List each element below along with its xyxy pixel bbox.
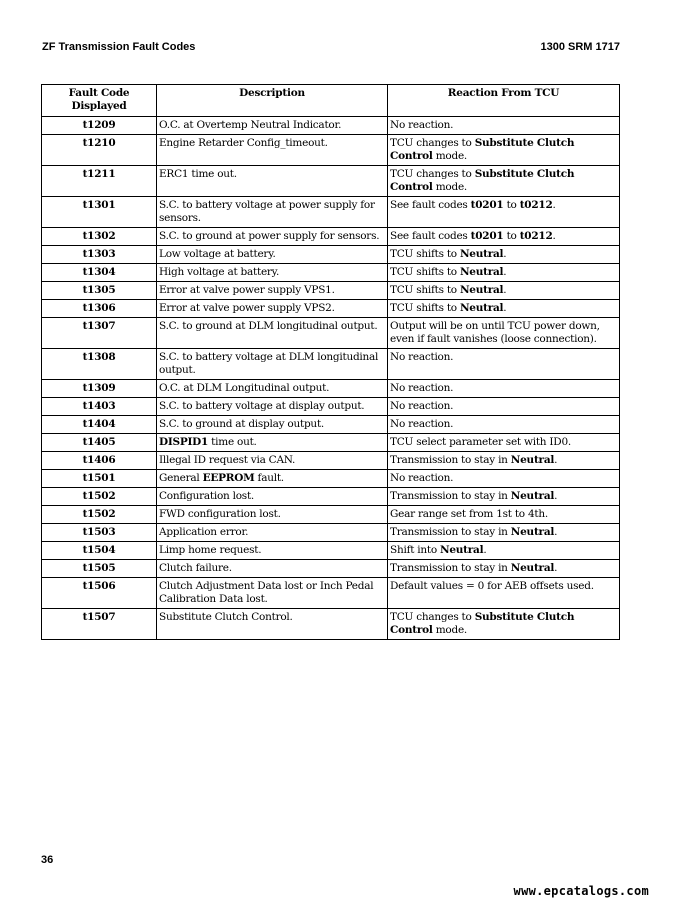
description-text: Error at valve power supply VPS2. — [159, 302, 335, 314]
description-text: DISPID1 — [159, 436, 209, 448]
fault-code-cell: t1307 — [42, 318, 157, 349]
fault-code-cell: t1503 — [42, 524, 157, 542]
reaction-cell — [388, 197, 620, 228]
description-text: Limp home request. — [159, 544, 262, 556]
table-row — [42, 228, 620, 246]
table-row — [42, 452, 620, 470]
reaction-text: TCU shifts to — [390, 302, 460, 314]
reaction-text: . — [503, 266, 507, 278]
reaction-text: . — [554, 562, 558, 574]
reaction-cell — [388, 470, 620, 488]
description-cell — [157, 609, 388, 640]
table-row — [42, 166, 620, 197]
description-text: Engine Retarder Config_timeout. — [159, 137, 328, 149]
reaction-text: Neutral — [459, 284, 504, 296]
reaction-text: . — [554, 490, 558, 502]
reaction-text: TCU shifts to — [390, 248, 460, 260]
table-row — [42, 398, 620, 416]
fault-code-cell: t1406 — [42, 452, 157, 470]
reaction-text: Neutral — [459, 302, 504, 314]
table-row — [42, 349, 620, 380]
description-text: ERC1 time out. — [159, 168, 237, 180]
reaction-text: . — [503, 248, 507, 260]
table-row — [42, 135, 620, 166]
reaction-text: mode. — [432, 624, 468, 636]
reaction-cell — [388, 318, 620, 349]
reaction-text: Gear range set from 1st to 4th. — [390, 508, 548, 520]
fault-code-cell: t1309 — [42, 380, 157, 398]
description-cell — [157, 166, 388, 197]
fault-code-cell: t1507 — [42, 609, 157, 640]
header-fault-code: Fault Code Displayed — [42, 85, 157, 117]
table-row — [42, 246, 620, 264]
reaction-text: Neutral — [440, 544, 484, 556]
description-text: Low voltage at battery. — [159, 248, 276, 260]
table-row — [42, 470, 620, 488]
description-cell — [157, 470, 388, 488]
fault-code-cell: t1305 — [42, 282, 157, 300]
reaction-text: Substitute Clutch Control — [390, 137, 575, 162]
reaction-text: Transmission to stay in — [390, 454, 511, 466]
reaction-text: mode. — [432, 181, 468, 193]
reaction-text: Substitute Clutch Control — [390, 168, 575, 193]
description-text: Illegal ID request via CAN. — [159, 454, 296, 466]
description-text: Clutch Adjustment Data lost or Inch Pedal Calibration Data lost. — [159, 580, 374, 605]
description-text: S.C. to ground at display output. — [159, 418, 325, 430]
reaction-text: t0201 — [470, 199, 504, 211]
reaction-cell — [388, 264, 620, 282]
table-row — [42, 542, 620, 560]
reaction-text: . — [503, 284, 507, 296]
reaction-text: . — [483, 544, 487, 556]
reaction-cell — [388, 246, 620, 264]
reaction-cell — [388, 166, 620, 197]
description-cell — [157, 117, 388, 135]
reaction-text: . — [554, 454, 558, 466]
table-row — [42, 282, 620, 300]
reaction-text: Neutral — [510, 490, 555, 502]
reaction-text: No reaction. — [390, 382, 454, 394]
fault-code-cell: t1504 — [42, 542, 157, 560]
reaction-text: Transmission to stay in — [390, 490, 511, 502]
reaction-cell — [388, 488, 620, 506]
reaction-cell — [388, 506, 620, 524]
fault-code-cell: t1506 — [42, 578, 157, 609]
description-text: O.C. at DLM Longitudinal output. — [159, 382, 330, 394]
description-text: Configuration lost. — [159, 490, 254, 502]
description-cell — [157, 380, 388, 398]
description-cell — [157, 452, 388, 470]
table-row — [42, 524, 620, 542]
reaction-text: No reaction. — [390, 351, 454, 363]
description-cell — [157, 488, 388, 506]
description-cell — [157, 135, 388, 166]
reaction-cell — [388, 452, 620, 470]
reaction-text: . — [552, 230, 556, 242]
reaction-text: TCU changes to — [390, 137, 475, 149]
reaction-text: t0201 — [470, 230, 504, 242]
reaction-text: t0212 — [519, 199, 553, 211]
reaction-cell — [388, 434, 620, 452]
table-row — [42, 578, 620, 609]
description-text: Application error. — [159, 526, 249, 538]
table-row — [42, 197, 620, 228]
reaction-text: TCU changes to — [390, 611, 475, 623]
description-text: S.C. to ground at DLM longitudinal output. — [159, 320, 378, 332]
fault-code-cell: t1502 — [42, 506, 157, 524]
table-row — [42, 380, 620, 398]
reaction-text: Neutral — [510, 526, 555, 538]
table-header-row — [42, 85, 620, 117]
description-text: time out. — [208, 436, 257, 448]
description-cell — [157, 197, 388, 228]
reaction-text: No reaction. — [390, 418, 454, 430]
reaction-cell — [388, 398, 620, 416]
description-cell — [157, 349, 388, 380]
reaction-text: Neutral — [510, 562, 555, 574]
description-cell — [157, 578, 388, 609]
fault-code-cell: t1304 — [42, 264, 157, 282]
fault-code-cell: t1211 — [42, 166, 157, 197]
reaction-text: to — [503, 199, 520, 211]
reaction-text: . — [503, 302, 507, 314]
document-number: 1300 SRM 1717 — [540, 41, 620, 53]
description-cell — [157, 228, 388, 246]
reaction-text: TCU shifts to — [390, 284, 460, 296]
description-cell — [157, 264, 388, 282]
reaction-cell — [388, 560, 620, 578]
reaction-text: Neutral — [510, 454, 555, 466]
reaction-text: Substitute Clutch Control — [390, 611, 575, 636]
watermark: www.epcatalogs.com — [513, 884, 649, 898]
description-text: Error at valve power supply VPS1. — [159, 284, 335, 296]
table-row — [42, 560, 620, 578]
description-text: S.C. to battery voltage at DLM longitudinal output. — [159, 351, 379, 376]
description-text: S.C. to ground at power supply for sensors. — [159, 230, 380, 242]
description-text: S.C. to battery voltage at power supply for sensors. — [159, 199, 375, 224]
table-row — [42, 434, 620, 452]
reaction-cell — [388, 609, 620, 640]
fault-code-cell: t1306 — [42, 300, 157, 318]
description-cell — [157, 560, 388, 578]
reaction-text: No reaction. — [390, 472, 454, 484]
description-cell — [157, 542, 388, 560]
reaction-cell — [388, 117, 620, 135]
fault-code-table — [41, 84, 620, 640]
fault-code-cell: t1405 — [42, 434, 157, 452]
description-text: FWD configuration lost. — [159, 508, 281, 520]
reaction-text: No reaction. — [390, 400, 454, 412]
reaction-cell — [388, 300, 620, 318]
description-cell — [157, 416, 388, 434]
reaction-cell — [388, 282, 620, 300]
description-cell — [157, 318, 388, 349]
reaction-text: See fault codes — [390, 199, 471, 211]
description-text: Substitute Clutch Control. — [159, 611, 293, 623]
table-row — [42, 318, 620, 349]
reaction-text: Output will be on until TCU power down, even if fault vanishes (loose connection). — [390, 320, 600, 345]
reaction-cell — [388, 416, 620, 434]
description-cell — [157, 300, 388, 318]
fault-code-cell: t1301 — [42, 197, 157, 228]
reaction-text: TCU shifts to — [390, 266, 460, 278]
fault-code-cell: t1501 — [42, 470, 157, 488]
description-cell — [157, 524, 388, 542]
description-text: O.C. at Overtemp Neutral Indicator. — [159, 119, 342, 131]
reaction-text: See fault codes — [390, 230, 471, 242]
description-cell — [157, 506, 388, 524]
fault-code-cell: t1303 — [42, 246, 157, 264]
description-text: S.C. to battery voltage at display output. — [159, 400, 365, 412]
description-cell — [157, 246, 388, 264]
description-cell — [157, 398, 388, 416]
fault-code-cell: t1302 — [42, 228, 157, 246]
description-text: General — [159, 472, 203, 484]
reaction-cell — [388, 135, 620, 166]
reaction-text: . — [554, 526, 558, 538]
reaction-cell — [388, 524, 620, 542]
reaction-text: TCU select parameter set with ID0. — [390, 436, 571, 448]
fault-code-cell: t1209 — [42, 117, 157, 135]
reaction-text: No reaction. — [390, 119, 454, 131]
header-reaction: Reaction From TCU — [388, 85, 620, 117]
reaction-cell — [388, 380, 620, 398]
table-row — [42, 488, 620, 506]
reaction-cell — [388, 542, 620, 560]
fault-code-cell: t1505 — [42, 560, 157, 578]
table-row — [42, 300, 620, 318]
reaction-text: mode. — [432, 150, 468, 162]
table-row — [42, 117, 620, 135]
description-text: EEPROM — [202, 472, 255, 484]
table-row — [42, 264, 620, 282]
reaction-text: TCU changes to — [390, 168, 475, 180]
reaction-text: to — [503, 230, 520, 242]
description-text: fault. — [254, 472, 284, 484]
reaction-cell — [388, 228, 620, 246]
reaction-text: Transmission to stay in — [390, 562, 511, 574]
fault-code-cell: t1502 — [42, 488, 157, 506]
description-cell — [157, 434, 388, 452]
table-row — [42, 416, 620, 434]
table-row — [42, 609, 620, 640]
fault-code-cell: t1210 — [42, 135, 157, 166]
reaction-text: t0212 — [519, 230, 553, 242]
document-title: ZF Transmission Fault Codes — [42, 41, 196, 53]
table-row — [42, 506, 620, 524]
reaction-text: Neutral — [459, 248, 504, 260]
table-body — [42, 117, 620, 640]
description-cell — [157, 282, 388, 300]
description-text: High voltage at battery. — [159, 266, 280, 278]
reaction-text: Neutral — [459, 266, 504, 278]
reaction-text: Transmission to stay in — [390, 526, 511, 538]
page-number: 36 — [41, 854, 54, 866]
fault-code-cell: t1404 — [42, 416, 157, 434]
fault-code-cell: t1403 — [42, 398, 157, 416]
reaction-text: Shift into — [390, 544, 441, 556]
header-description: Description — [157, 85, 388, 117]
description-text: Clutch failure. — [159, 562, 232, 574]
reaction-text: Default values = 0 for AEB offsets used. — [390, 580, 594, 592]
reaction-cell — [388, 349, 620, 380]
fault-code-cell: t1308 — [42, 349, 157, 380]
reaction-text: . — [552, 199, 556, 211]
reaction-cell — [388, 578, 620, 609]
